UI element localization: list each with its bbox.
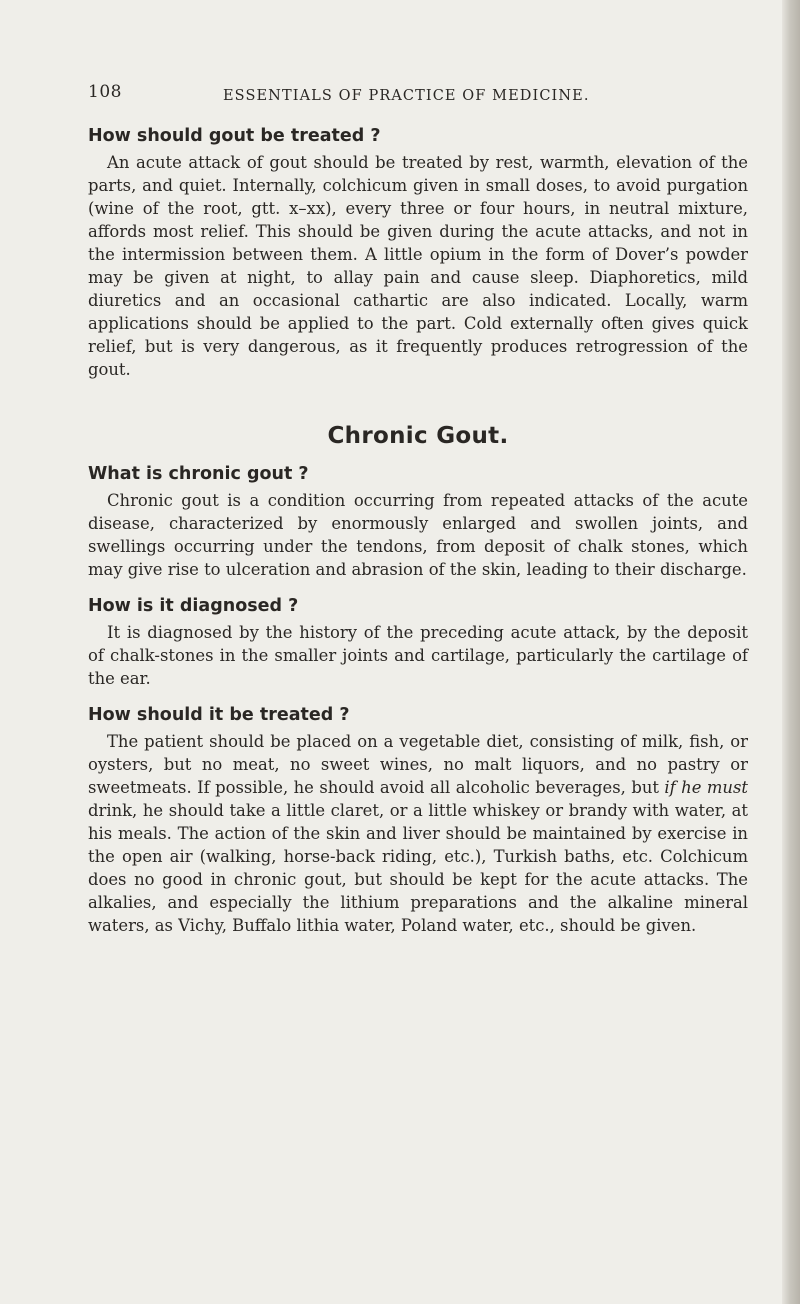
answer-chronic-gout-diagnosis: It is diagnosed by the history of the preceding acute attack, by the deposit of chalk-stones in the smaller joints and cartilage, particularly the cartilage of the ear. <box>88 623 748 688</box>
answer-text-part-1: The patient should be placed on a vegetable diet, consisting of milk, fish, or oysters, but no meat, no sweet wines, no malt liquors, and no pastry or sweetmeats. If possible, he should avoid all alcoholic beverages, but <box>88 732 748 797</box>
answer-chronic-gout-treatment <box>88 730 748 937</box>
question-chronic-gout-treatment: How should it be treated ? <box>88 705 350 725</box>
page-edge-shadow <box>782 0 800 1304</box>
answer-text-part-2: drink, he should take a little claret, or a little whiskey or brandy with water, at his meals. The action of the skin and liver should be maintained by exercise in the open air (walking, horse-back riding, etc.), Turkish baths, etc. Colchicum does no good in chronic gout, but should be kept for the acute attacks. The alkalies, and especially the lithium preparations and the alkaline mineral waters, as Vichy, Buffalo lithia water, Poland water, etc., should be given. <box>88 801 748 935</box>
section-heading-chronic-gout: Chronic Gout. <box>327 423 509 449</box>
answer-gout-treatment: An acute attack of gout should be treated by rest, warmth, elevation of the parts, and quiet. Internally, colchicum given in small doses, to avoid purgation (wine of the root, gtt. x–xx), every three or four hours, in neutral mixture, affords most relief. This should be given during the acute attacks, and not in the intermission between them. A little opium in the form of Dover’s powder may be given at night, to allay pain and cause sleep. Diaphoretics, mild diuretics and an occasional cathartic are also indicated. Locally, warm applications should be applied to the part. Cold externally often gives quick relief, but is very dangerous, as it frequently produces retrogression of the gout. <box>88 153 748 379</box>
question-gout-treatment: How should gout be treated ? <box>88 126 381 146</box>
answer-text-emphasis: if he must <box>664 778 748 797</box>
page-content <box>88 125 748 937</box>
question-chronic-gout-definition: What is chronic gout ? <box>88 464 309 484</box>
question-chronic-gout-diagnosis: How is it diagnosed ? <box>88 596 299 616</box>
answer-chronic-gout-definition: Chronic gout is a condition occurring from repeated attacks of the acute disease, characterized by enormously enlarged and swollen joints, and swellings occurring under the tendons, from deposit of chalk stones, which may give rise to ulceration and abrasion of the skin, leading to their discharge. <box>88 491 748 579</box>
page-number: 108 <box>88 82 122 102</box>
running-head: ESSENTIALS OF PRACTICE OF MEDICINE. <box>223 88 590 104</box>
